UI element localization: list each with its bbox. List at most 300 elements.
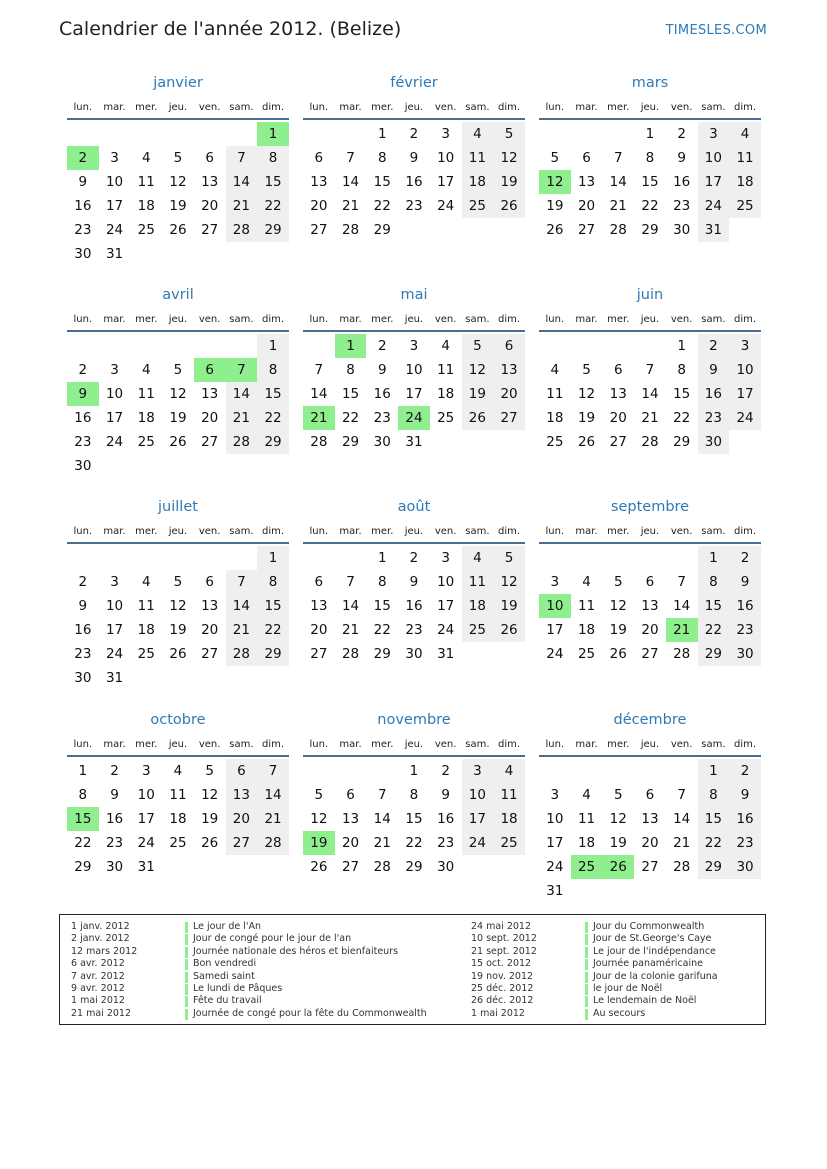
weekend-day: 19: [493, 170, 525, 194]
week-row: [303, 759, 525, 783]
day-cell: 17: [105, 410, 124, 426]
week-row: [539, 382, 761, 406]
day-cell: 6: [613, 362, 623, 378]
day-cell: 12: [609, 811, 627, 827]
holiday-marker: [585, 934, 588, 945]
day-cell: 12: [169, 598, 187, 614]
empty-cell: [666, 546, 698, 570]
weekend-day: 29: [257, 218, 289, 242]
empty-cell: [226, 334, 258, 358]
day-cell: 2: [110, 763, 119, 779]
day-cell: 30: [105, 859, 124, 875]
weekday-header: [67, 520, 289, 544]
weekday-label: mer.: [607, 525, 630, 537]
day-cell: 12: [609, 598, 627, 614]
legend-holiday-name: Jour de la colonie garifuna: [593, 970, 718, 982]
day-cell: 5: [582, 362, 591, 378]
legend-row: [471, 946, 718, 958]
month-11: [539, 707, 761, 903]
empty-cell: [162, 334, 194, 358]
weekday-label: lun.: [545, 738, 565, 750]
weekday-label: jeu.: [168, 313, 188, 325]
day-cell: 9: [110, 787, 119, 803]
weekday-label: sam.: [229, 101, 254, 113]
week-row: [67, 807, 289, 831]
weekday-label: jeu.: [640, 313, 660, 325]
day-cell: 8: [377, 150, 387, 166]
day-cell: 24: [137, 835, 155, 851]
legend-holiday-name: Samedi saint: [193, 970, 255, 982]
weekend-day: 9: [729, 570, 761, 594]
weekend-day: 31: [698, 218, 730, 242]
weekend-day: 23: [729, 831, 761, 855]
day-cell: 18: [137, 198, 155, 214]
empty-cell: [67, 546, 99, 570]
holiday-day: 7: [226, 358, 258, 382]
day-cell: 5: [205, 763, 214, 779]
week-row: [539, 406, 761, 430]
empty-cell: [602, 334, 634, 358]
day-cell: 18: [546, 410, 564, 426]
day-cell: 19: [201, 811, 219, 827]
day-cell: 13: [201, 598, 219, 614]
weekday-label: lun.: [309, 313, 329, 325]
weekday-label: jeu.: [404, 738, 424, 750]
empty-cell: [226, 546, 258, 570]
day-cell: 13: [577, 174, 596, 190]
day-cell: 7: [645, 362, 655, 378]
day-cell: 22: [341, 410, 360, 426]
day-cell: 20: [641, 835, 659, 851]
weekend-day: 30: [698, 430, 730, 454]
legend-date: 1 janv. 2012: [71, 921, 130, 932]
month-name: décembre: [613, 712, 687, 728]
weekend-day: 10: [729, 358, 761, 382]
month-name: février: [390, 75, 438, 91]
day-cell: 19: [169, 622, 187, 638]
day-cell: 16: [74, 622, 92, 638]
holiday-marker: [185, 959, 188, 970]
holiday-day: 6: [194, 358, 226, 382]
weekend-day: 10: [462, 783, 494, 807]
day-cell: 20: [201, 198, 219, 214]
day-cell: 23: [74, 646, 92, 662]
empty-cell: [729, 430, 761, 454]
day-cell: 6: [205, 150, 214, 166]
legend-date: 21 sept. 2012: [471, 945, 537, 957]
day-cell: 10: [437, 150, 455, 166]
empty-cell: [366, 759, 398, 783]
empty-cell: [257, 454, 289, 478]
day-cell: 6: [314, 574, 324, 590]
day-cell: 19: [577, 410, 596, 426]
day-cell: 30: [74, 246, 92, 262]
day-cell: 2: [377, 338, 387, 354]
weekend-day: 30: [729, 642, 761, 666]
legend-holiday-name: Journée nationale des héros et bienfaiteurs: [193, 945, 399, 957]
day-cell: 1: [377, 550, 387, 566]
weekday-label: lun.: [545, 101, 565, 113]
week-row: [67, 454, 289, 478]
day-cell: 29: [673, 434, 691, 450]
day-cell: 13: [310, 598, 328, 614]
legend-date: 21 mai 2012: [71, 1007, 132, 1019]
weekend-day: 22: [698, 618, 730, 642]
weekend-day: 25: [462, 618, 494, 642]
week-row: [67, 430, 289, 454]
empty-cell: [303, 122, 335, 146]
day-cell: 27: [310, 222, 328, 238]
day-cell: 4: [441, 338, 450, 354]
weekend-day: 5: [493, 122, 525, 146]
legend-column-left: [71, 921, 427, 1020]
day-cell: 16: [74, 198, 92, 214]
day-cell: 20: [310, 198, 328, 214]
week-row: [539, 430, 761, 454]
legend-holiday-name: Journée de congé pour la fête du Commonwealth: [193, 1007, 427, 1019]
legend-date: 10 sept. 2012: [471, 933, 537, 945]
legend-row: [471, 1008, 718, 1020]
day-cell: 20: [609, 410, 627, 426]
day-cell: 9: [441, 787, 450, 803]
weekend-day: 16: [698, 382, 730, 406]
week-row: [67, 242, 289, 266]
weekday-label: mar.: [339, 101, 362, 113]
week-row: [67, 783, 289, 807]
day-cell: 10: [405, 362, 423, 378]
day-cell: 16: [74, 410, 92, 426]
empty-cell: [130, 546, 162, 570]
month-name: janvier: [153, 75, 203, 91]
empty-cell: [257, 242, 289, 266]
weekday-label: lun.: [309, 738, 329, 750]
weekday-label: jeu.: [168, 738, 188, 750]
day-cell: 13: [641, 598, 659, 614]
day-cell: 13: [641, 811, 659, 827]
day-cell: 28: [341, 646, 360, 662]
weekday-label: dim.: [498, 101, 521, 113]
holiday-marker: [585, 996, 588, 1007]
weekday-header: [303, 308, 525, 332]
empty-cell: [99, 454, 131, 478]
week-row: [67, 759, 289, 783]
weekend-day: 21: [226, 618, 258, 642]
weekend-day: 2: [698, 334, 730, 358]
day-cell: 2: [409, 550, 419, 566]
legend-holiday-name: le jour de Noël: [593, 982, 663, 994]
weekday-label: jeu.: [168, 101, 188, 113]
weekend-day: 17: [462, 807, 494, 831]
legend-row: [71, 971, 427, 983]
week-row: [539, 122, 761, 146]
weekday-label: jeu.: [404, 313, 424, 325]
weekend-day: 22: [257, 618, 289, 642]
day-cell: 25: [437, 410, 455, 426]
day-cell: 17: [105, 198, 124, 214]
weekday-label: jeu.: [640, 525, 660, 537]
day-cell: 18: [137, 410, 155, 426]
day-cell: 28: [673, 646, 691, 662]
day-cell: 24: [105, 222, 124, 238]
legend-date: 9 avr. 2012: [71, 982, 125, 994]
weekday-label: dim.: [498, 738, 521, 750]
legend-date: 19 nov. 2012: [471, 970, 534, 982]
weekend-day: 15: [698, 807, 730, 831]
month-8: [539, 494, 761, 666]
week-row: [67, 618, 289, 642]
day-cell: 6: [346, 787, 355, 803]
empty-cell: [226, 454, 258, 478]
empty-cell: [335, 122, 367, 146]
legend-row: [71, 921, 427, 933]
day-cell: 20: [577, 198, 596, 214]
holiday-day: 1: [335, 334, 367, 358]
holiday-marker: [585, 984, 588, 995]
day-cell: 31: [437, 646, 455, 662]
weekend-day: 17: [698, 170, 730, 194]
week-row: [67, 382, 289, 406]
day-cell: 21: [673, 835, 691, 851]
weekend-day: 27: [226, 831, 258, 855]
day-cell: 17: [437, 598, 455, 614]
weekday-label: sam.: [701, 313, 726, 325]
weekday-label: dim.: [262, 525, 285, 537]
day-cell: 11: [437, 362, 455, 378]
day-cell: 29: [341, 434, 360, 450]
legend-holiday-name: Jour de congé pour le jour de l'an: [193, 933, 352, 945]
day-cell: 23: [405, 622, 423, 638]
weekend-day: 14: [226, 594, 258, 618]
empty-cell: [257, 666, 289, 690]
legend-row: [471, 958, 718, 970]
empty-cell: [539, 122, 571, 146]
empty-cell: [634, 759, 666, 783]
empty-cell: [493, 855, 525, 879]
day-cell: 27: [201, 434, 219, 450]
day-cell: 2: [409, 126, 419, 142]
weekday-label: dim.: [262, 101, 285, 113]
weekend-day: 8: [257, 146, 289, 170]
day-cell: 9: [409, 150, 419, 166]
day-cell: 15: [405, 811, 423, 827]
weekend-day: 22: [698, 831, 730, 855]
month-name: novembre: [377, 712, 451, 728]
weekday-header: [539, 520, 761, 544]
day-cell: 4: [141, 362, 151, 378]
day-cell: 9: [409, 574, 419, 590]
day-cell: 22: [373, 622, 391, 638]
weekend-day: 23: [729, 618, 761, 642]
week-row: [303, 122, 525, 146]
holiday-marker: [585, 947, 588, 958]
day-cell: 26: [546, 222, 564, 238]
weekday-label: sam.: [465, 101, 490, 113]
empty-cell: [99, 122, 131, 146]
legend-row: [71, 995, 427, 1007]
day-cell: 22: [641, 198, 659, 214]
day-cell: 14: [673, 811, 691, 827]
day-cell: 3: [441, 126, 450, 142]
weekend-day: 30: [729, 855, 761, 879]
day-cell: 31: [137, 859, 155, 875]
weekend-day: 15: [257, 170, 289, 194]
weekday-label: lun.: [545, 525, 565, 537]
day-cell: 20: [641, 622, 659, 638]
week-row: [539, 170, 761, 194]
weekday-label: ven.: [434, 101, 457, 113]
weekday-label: lun.: [545, 313, 565, 325]
day-cell: 30: [373, 434, 391, 450]
legend-date: 25 déc. 2012: [471, 982, 534, 994]
weekend-day: 12: [462, 358, 494, 382]
day-cell: 17: [546, 622, 564, 638]
empty-cell: [303, 759, 335, 783]
day-cell: 6: [314, 150, 324, 166]
day-cell: 28: [673, 859, 691, 875]
weekend-day: 28: [226, 218, 258, 242]
empty-cell: [571, 759, 603, 783]
legend-row: [71, 958, 427, 970]
empty-cell: [430, 430, 462, 454]
site-link[interactable]: TIMESLES.COM: [665, 23, 767, 38]
weekend-day: 1: [257, 334, 289, 358]
day-cell: 18: [437, 386, 455, 402]
day-cell: 29: [373, 646, 391, 662]
holiday-day: 21: [666, 618, 698, 642]
holiday-marker: [185, 984, 188, 995]
weekday-label: mer.: [135, 525, 158, 537]
weekday-label: mar.: [103, 101, 126, 113]
day-cell: 6: [645, 574, 655, 590]
empty-cell: [130, 242, 162, 266]
day-cell: 26: [169, 434, 187, 450]
day-cell: 25: [137, 222, 155, 238]
holiday-marker: [185, 934, 188, 945]
weekday-label: sam.: [229, 525, 254, 537]
weekday-header: [67, 308, 289, 332]
day-cell: 1: [677, 338, 686, 354]
week-row: [67, 594, 289, 618]
week-row: [539, 879, 761, 903]
week-row: [303, 406, 525, 430]
day-cell: 1: [409, 763, 419, 779]
day-cell: 28: [609, 222, 627, 238]
weekend-day: 15: [698, 594, 730, 618]
empty-cell: [571, 546, 603, 570]
day-cell: 16: [437, 811, 455, 827]
weekday-label: dim.: [734, 525, 757, 537]
day-cell: 31: [105, 246, 124, 262]
weekend-day: 2: [729, 546, 761, 570]
legend-date: 1 mai 2012: [471, 1007, 525, 1019]
day-cell: 18: [577, 835, 596, 851]
day-cell: 21: [373, 835, 391, 851]
day-cell: 26: [609, 646, 627, 662]
month-1: [303, 70, 525, 242]
empty-cell: [162, 546, 194, 570]
day-cell: 13: [201, 386, 219, 402]
day-cell: 4: [582, 787, 591, 803]
weekday-label: mar.: [575, 313, 598, 325]
day-cell: 7: [346, 574, 355, 590]
day-cell: 17: [405, 386, 423, 402]
weekday-label: ven.: [198, 313, 221, 325]
month-3: [67, 282, 289, 478]
legend-date: 6 avr. 2012: [71, 958, 125, 970]
legend-date: 7 avr. 2012: [71, 970, 125, 982]
month-name: octobre: [150, 712, 206, 728]
empty-cell: [162, 855, 194, 879]
empty-cell: [462, 642, 494, 666]
day-cell: 26: [577, 434, 596, 450]
week-row: [539, 334, 761, 358]
week-row: [539, 594, 761, 618]
weekend-day: 3: [698, 122, 730, 146]
day-cell: 5: [173, 150, 183, 166]
day-cell: 7: [346, 150, 355, 166]
weekend-day: 21: [226, 194, 258, 218]
weekday-label: mer.: [371, 101, 394, 113]
day-cell: 23: [105, 835, 124, 851]
empty-cell: [194, 334, 226, 358]
day-cell: 23: [405, 198, 423, 214]
day-cell: 2: [441, 763, 450, 779]
week-row: [67, 122, 289, 146]
empty-cell: [430, 218, 462, 242]
month-name: mars: [631, 75, 669, 91]
empty-cell: [602, 759, 634, 783]
weekend-day: 24: [729, 406, 761, 430]
weekday-label: ven.: [198, 738, 221, 750]
day-cell: 3: [110, 362, 119, 378]
weekend-day: 14: [226, 382, 258, 406]
weekend-day: 8: [698, 783, 730, 807]
weekend-day: 29: [257, 642, 289, 666]
day-cell: 26: [169, 222, 187, 238]
empty-cell: [634, 334, 666, 358]
week-row: [303, 642, 525, 666]
legend-holiday-name: Jour du Commonwealth: [593, 921, 705, 932]
weekday-label: ven.: [434, 313, 457, 325]
weekend-day: 8: [257, 358, 289, 382]
weekday-label: mar.: [339, 738, 362, 750]
weekend-day: 15: [257, 382, 289, 406]
legend-column-right: [471, 921, 718, 1020]
weekday-label: dim.: [498, 525, 521, 537]
empty-cell: [194, 855, 226, 879]
weekday-label: mar.: [339, 313, 362, 325]
legend-row: [71, 946, 427, 958]
legend-holiday-name: Fête du travail: [193, 995, 262, 1007]
weekday-header: [67, 733, 289, 757]
day-cell: 25: [137, 434, 155, 450]
empty-cell: [335, 546, 367, 570]
day-cell: 6: [645, 787, 655, 803]
week-row: [539, 855, 761, 879]
weekend-day: 11: [462, 570, 494, 594]
legend-row: [71, 933, 427, 945]
day-cell: 18: [577, 622, 596, 638]
day-cell: 30: [405, 646, 423, 662]
day-cell: 27: [201, 646, 219, 662]
legend-row: [471, 971, 718, 983]
weekend-day: 14: [257, 783, 289, 807]
weekend-day: 20: [493, 382, 525, 406]
week-row: [539, 570, 761, 594]
empty-cell: [539, 334, 571, 358]
weekend-day: 3: [462, 759, 494, 783]
day-cell: 10: [137, 787, 155, 803]
